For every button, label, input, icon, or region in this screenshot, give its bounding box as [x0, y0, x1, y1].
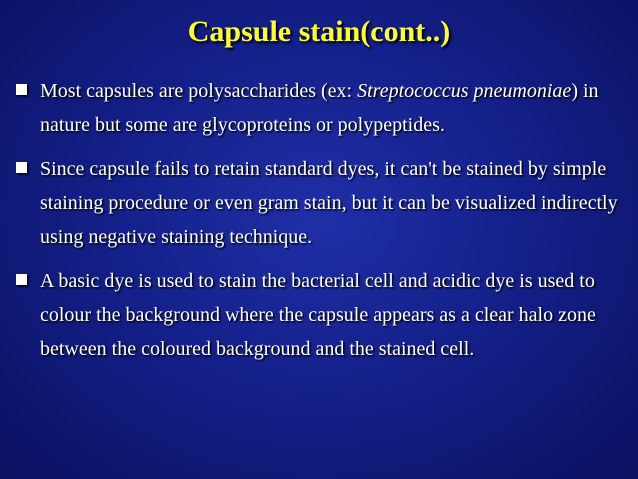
bullet-list — [14, 74, 629, 376]
bullet-text-3: A basic dye is used to stain the bacterial cell and acidic dye is used to colour the background where the capsule appears as a clear halo zone between the coloured background and the stained cell. — [40, 270, 596, 360]
square-bullet-icon — [16, 274, 27, 285]
bullet-text-1-species: Streptococcus pneumoniae — [357, 80, 572, 102]
square-bullet-icon — [16, 84, 27, 95]
bullet-item-1 — [14, 74, 629, 142]
bullet-text-2: Since capsule fails to retain standard dyes, it can't be stained by simple staining procedure or even gram stain, but it can be visualized indirectly using negative staining technique. — [40, 158, 618, 248]
bullet-text-1a: Most capsules are polysaccharides (ex: — [40, 80, 358, 102]
square-bullet-icon — [16, 162, 27, 173]
bullet-item-2 — [14, 152, 629, 254]
bullet-item-3 — [14, 264, 629, 366]
bullet-text-1b: ) in nature but some are glycoproteins or polypeptides. — [40, 80, 599, 136]
slide-title: Capsule stain(cont..) — [187, 15, 451, 48]
